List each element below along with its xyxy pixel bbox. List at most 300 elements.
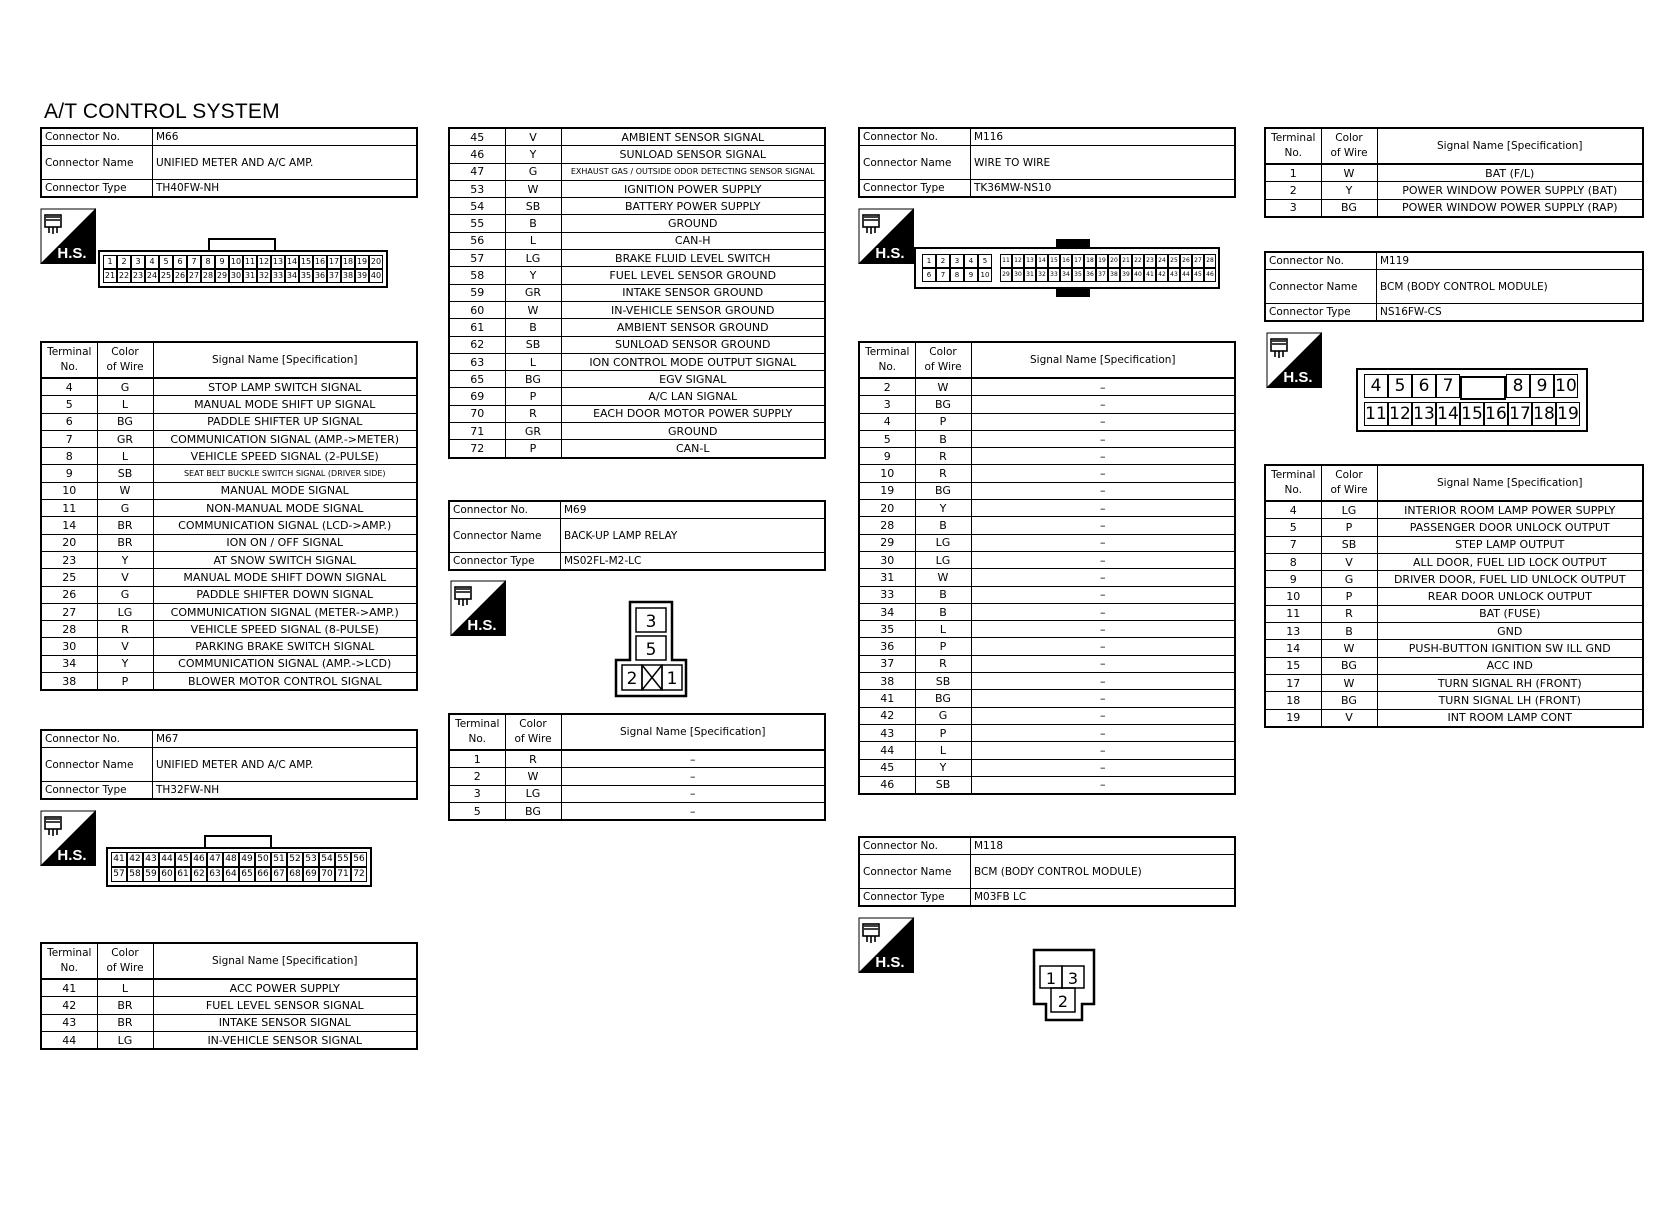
signal-name: – xyxy=(971,776,1235,794)
wire-color: SB xyxy=(915,673,971,690)
terminal-no: 1 xyxy=(449,750,505,768)
connector-type-label: Connector Type xyxy=(449,553,561,571)
terminal-no: 43 xyxy=(859,724,915,741)
signal-name: – xyxy=(971,430,1235,447)
wire-color: W xyxy=(97,482,153,499)
signal-name: BAT (FUSE) xyxy=(1377,605,1643,622)
table-row xyxy=(1265,164,1643,182)
table-row xyxy=(41,413,417,430)
page-title: A/T CONTROL SYSTEM xyxy=(44,100,280,123)
pin-cell: 13 xyxy=(271,255,285,269)
table-row xyxy=(449,423,825,440)
pin-cell: 64 xyxy=(223,867,239,882)
wire-color: G xyxy=(97,500,153,517)
connector-name-value: BCM (BODY CONTROL MODULE) xyxy=(1377,270,1644,304)
terminal-no: 57 xyxy=(449,250,505,267)
wire-color: W xyxy=(1321,674,1377,691)
terminal-no: 19 xyxy=(1265,709,1321,727)
table-row xyxy=(449,750,825,768)
terminal-no: 6 xyxy=(41,413,97,430)
pin-cell: 36 xyxy=(313,269,327,283)
color-of-wire-header: Color of Wire xyxy=(915,342,971,378)
signal-name: POWER WINDOW POWER SUPPLY (BAT) xyxy=(1377,182,1643,199)
signal-name: – xyxy=(561,768,825,785)
table-row xyxy=(41,1014,417,1031)
pin-cell: 36 xyxy=(1084,268,1096,282)
table-row xyxy=(449,284,825,301)
pin-cell: 28 xyxy=(1204,254,1216,268)
pin-cell: 18 xyxy=(1533,404,1555,424)
pin-label: 2 xyxy=(1057,992,1069,1011)
connector-type-value: MS02FL-M2-LC xyxy=(561,553,826,571)
wire-color: LG xyxy=(97,1031,153,1049)
signal-name: – xyxy=(971,482,1235,499)
pin-cell: 8 xyxy=(1506,374,1530,398)
harness-side-label: H.S. xyxy=(875,245,905,262)
pin-cell: 37 xyxy=(327,269,341,283)
connector-type-label: Connector Type xyxy=(859,180,971,198)
terminal-no: 30 xyxy=(41,638,97,655)
table-row xyxy=(449,353,825,370)
table-row xyxy=(859,724,1235,741)
table-row xyxy=(449,405,825,422)
terminal-no: 41 xyxy=(41,979,97,997)
table-row xyxy=(1265,605,1643,622)
signal-name: COMMUNICATION SIGNAL (METER->AMP.) xyxy=(153,603,417,620)
terminal-no: 56 xyxy=(449,232,505,249)
signal-name: COMMUNICATION SIGNAL (LCD->AMP.) xyxy=(153,517,417,534)
pin-cell: 30 xyxy=(1012,268,1024,282)
connector-no-value: M67 xyxy=(153,730,418,748)
wire-color: B xyxy=(915,430,971,447)
table-row xyxy=(1265,553,1643,570)
connector-no-label: Connector No. xyxy=(41,128,153,146)
connector-type-label: Connector Type xyxy=(1265,304,1377,322)
signal-name-header: Signal Name [Specification] xyxy=(1377,128,1643,164)
pin-cell: 19 xyxy=(1557,404,1579,424)
signal-name-header: Signal Name [Specification] xyxy=(1377,465,1643,501)
pin-cell: 39 xyxy=(355,269,369,283)
pin-label: 1 xyxy=(666,669,678,689)
signal-name: REAR DOOR UNLOCK OUTPUT xyxy=(1377,588,1643,605)
signal-name: ACC IND xyxy=(1377,657,1643,674)
color-of-wire-header: Color of Wire xyxy=(1321,128,1377,164)
terminal-no: 33 xyxy=(859,586,915,603)
harness-side-label: H.S. xyxy=(57,245,87,262)
pin-cell: 31 xyxy=(243,269,257,283)
table-row xyxy=(449,267,825,284)
pin-cell: 14 xyxy=(1036,254,1048,268)
pin-cell: 66 xyxy=(255,867,271,882)
connector-no-label: Connector No. xyxy=(41,730,153,748)
table-row xyxy=(859,707,1235,724)
pin-cell: 70 xyxy=(319,867,335,882)
table-row xyxy=(41,448,417,465)
pin-cell: 26 xyxy=(1180,254,1192,268)
terminal-table-m66 xyxy=(40,341,418,691)
connector-face-m116 xyxy=(914,247,1220,289)
wire-color: W xyxy=(1321,164,1377,182)
signal-name: A/C LAN SIGNAL xyxy=(561,388,825,405)
connector-info-m69 xyxy=(448,500,826,571)
pin-cell: 32 xyxy=(1036,268,1048,282)
table-row xyxy=(41,979,417,997)
pin-cell: 34 xyxy=(285,269,299,283)
table-row xyxy=(41,465,417,482)
table-row xyxy=(41,378,417,396)
signal-name: – xyxy=(561,785,825,802)
color-of-wire-header: Color of Wire xyxy=(97,342,153,378)
terminal-no: 17 xyxy=(1265,674,1321,691)
terminal-no: 3 xyxy=(1265,199,1321,217)
pin-cell: 5 xyxy=(159,255,173,269)
signal-name: POWER WINDOW POWER SUPPLY (RAP) xyxy=(1377,199,1643,217)
pin-cell: 60 xyxy=(159,867,175,882)
connector-name-value: BCM (BODY CONTROL MODULE) xyxy=(971,855,1236,889)
pin-cell: 6 xyxy=(922,268,936,282)
wire-color: P xyxy=(505,388,561,405)
connector-name-value: UNIFIED METER AND A/C AMP. xyxy=(153,146,418,180)
terminal-no: 42 xyxy=(41,997,97,1014)
connector-no-value: M69 xyxy=(561,501,826,519)
pin-cell: 2 xyxy=(117,255,131,269)
signal-name: EXHAUST GAS / OUTSIDE ODOR DETECTING SENSOR SIGNAL xyxy=(561,163,825,180)
terminal-no: 4 xyxy=(41,378,97,396)
wire-color: R xyxy=(97,621,153,638)
signal-name: EACH DOOR MOTOR POWER SUPPLY xyxy=(561,405,825,422)
terminal-no: 46 xyxy=(859,776,915,794)
wire-color: LG xyxy=(505,785,561,802)
pin-cell: 21 xyxy=(1120,254,1132,268)
pin-cell: 4 xyxy=(1364,374,1388,398)
signal-name: FUEL LEVEL SENSOR SIGNAL xyxy=(153,997,417,1014)
pin-cell: 43 xyxy=(1168,268,1180,282)
signal-name: BATTERY POWER SUPPLY xyxy=(561,198,825,215)
connector-name-label: Connector Name xyxy=(41,146,153,180)
pin-cell: 9 xyxy=(964,268,978,282)
signal-name: – xyxy=(971,638,1235,655)
wire-color: B xyxy=(505,319,561,336)
signal-name: ALL DOOR, FUEL LID LOCK OUTPUT xyxy=(1377,553,1643,570)
signal-name: – xyxy=(971,586,1235,603)
signal-name-header: Signal Name [Specification] xyxy=(153,943,417,979)
harness-side-icon xyxy=(450,580,506,636)
connector-name-value: BACK-UP LAMP RELAY xyxy=(561,519,826,553)
table-row xyxy=(41,997,417,1014)
terminal-no: 9 xyxy=(1265,571,1321,588)
signal-name: – xyxy=(971,551,1235,568)
connector-info-m67 xyxy=(40,729,418,800)
pin-cell: 62 xyxy=(191,867,207,882)
terminal-no: 34 xyxy=(859,603,915,620)
pin-cell: 18 xyxy=(341,255,355,269)
pin-cell: 17 xyxy=(327,255,341,269)
wire-color: SB xyxy=(1321,536,1377,553)
terminal-no: 2 xyxy=(1265,182,1321,199)
pin-cell: 55 xyxy=(335,852,351,867)
table-row xyxy=(1265,692,1643,709)
pin-cell: 63 xyxy=(207,867,223,882)
wire-color: GR xyxy=(505,423,561,440)
table-row xyxy=(449,180,825,197)
connector-type-label: Connector Type xyxy=(41,782,153,800)
signal-name: VEHICLE SPEED SIGNAL (8-PULSE) xyxy=(153,621,417,638)
harness-side-label: H.S. xyxy=(1283,369,1313,386)
pin-cell: 18 xyxy=(1084,254,1096,268)
wire-color: W xyxy=(505,180,561,197)
pin-cell: 29 xyxy=(1000,268,1012,282)
pin-cell: 58 xyxy=(127,867,143,882)
signal-name: GND xyxy=(1377,623,1643,640)
wire-color: L xyxy=(97,396,153,413)
wire-color: BR xyxy=(97,997,153,1014)
terminal-no: 2 xyxy=(859,378,915,396)
terminal-no-header: Terminal No. xyxy=(41,943,97,979)
wire-color: BG xyxy=(915,396,971,413)
table-row xyxy=(449,440,825,458)
wire-color: B xyxy=(915,586,971,603)
pin-cell: 19 xyxy=(355,255,369,269)
table-row xyxy=(41,482,417,499)
pin-cell: 45 xyxy=(1192,268,1204,282)
pin-label: 1 xyxy=(1045,969,1057,988)
connector-type-label: Connector Type xyxy=(41,180,153,198)
table-row xyxy=(449,163,825,180)
table-row xyxy=(859,759,1235,776)
signal-name: PADDLE SHIFTER UP SIGNAL xyxy=(153,413,417,430)
table-row xyxy=(449,250,825,267)
pin-cell: 61 xyxy=(175,867,191,882)
connector-type-value: TH40FW-NH xyxy=(153,180,418,198)
pin-cell: 39 xyxy=(1120,268,1132,282)
terminal-table-m116 xyxy=(858,341,1236,795)
wire-color: R xyxy=(915,655,971,672)
signal-name: – xyxy=(971,724,1235,741)
wire-color: V xyxy=(97,569,153,586)
table-row xyxy=(859,430,1235,447)
table-row xyxy=(41,1031,417,1049)
terminal-no: 23 xyxy=(41,551,97,568)
signal-name: AMBIENT SENSOR SIGNAL xyxy=(561,128,825,146)
pin-cell: 4 xyxy=(964,254,978,268)
terminal-no: 5 xyxy=(1265,519,1321,536)
wire-color: BG xyxy=(505,371,561,388)
signal-name: NON-MANUAL MODE SIGNAL xyxy=(153,500,417,517)
pin-label: 2 xyxy=(626,669,638,689)
signal-name-header: Signal Name [Specification] xyxy=(971,342,1235,378)
signal-name: SUNLOAD SENSOR GROUND xyxy=(561,336,825,353)
pin-cell: 7 xyxy=(187,255,201,269)
pin-cell: 38 xyxy=(341,269,355,283)
table-row xyxy=(41,551,417,568)
pin-cell: 57 xyxy=(111,867,127,882)
signal-name: AT SNOW SWITCH SIGNAL xyxy=(153,551,417,568)
pin-cell: 15 xyxy=(299,255,313,269)
wire-color: L xyxy=(505,232,561,249)
wire-color: SB xyxy=(505,198,561,215)
table-row xyxy=(449,371,825,388)
terminal-no: 46 xyxy=(449,146,505,163)
pin-cell: 25 xyxy=(159,269,173,283)
terminal-no-header: Terminal No. xyxy=(859,342,915,378)
signal-name: – xyxy=(971,413,1235,430)
connector-no-label: Connector No. xyxy=(859,837,971,855)
signal-name: – xyxy=(971,396,1235,413)
wire-color: W xyxy=(1321,640,1377,657)
wire-color: P xyxy=(1321,519,1377,536)
wire-color: GR xyxy=(505,284,561,301)
terminal-no: 34 xyxy=(41,655,97,672)
table-row xyxy=(449,215,825,232)
pin-cell: 14 xyxy=(1437,404,1459,424)
pin-cell: 42 xyxy=(1156,268,1168,282)
pin-cell: 3 xyxy=(131,255,145,269)
pin-cell: 26 xyxy=(173,269,187,283)
terminal-no: 14 xyxy=(1265,640,1321,657)
signal-name: IN-VEHICLE SENSOR GROUND xyxy=(561,301,825,318)
table-row xyxy=(41,500,417,517)
table-row xyxy=(1265,674,1643,691)
harness-side-label: H.S. xyxy=(57,847,87,864)
table-row xyxy=(1265,519,1643,536)
table-row xyxy=(859,655,1235,672)
wire-color: L xyxy=(97,448,153,465)
table-row xyxy=(449,146,825,163)
wire-color: P xyxy=(97,673,153,691)
connector-name-label: Connector Name xyxy=(449,519,561,553)
pin-cell: 59 xyxy=(143,867,159,882)
pin-cell: 4 xyxy=(145,255,159,269)
table-row xyxy=(1265,501,1643,519)
terminal-no: 5 xyxy=(41,396,97,413)
pin-cell: 9 xyxy=(1530,374,1554,398)
pin-cell: 44 xyxy=(1180,268,1192,282)
wire-color: BG xyxy=(1321,692,1377,709)
table-row xyxy=(1265,182,1643,199)
signal-name: IGNITION POWER SUPPLY xyxy=(561,180,825,197)
table-row xyxy=(449,319,825,336)
signal-name: CAN-H xyxy=(561,232,825,249)
signal-name: COMMUNICATION SIGNAL (AMP.->METER) xyxy=(153,430,417,447)
terminal-no: 62 xyxy=(449,336,505,353)
terminal-no: 3 xyxy=(449,785,505,802)
wire-color: LG xyxy=(1321,501,1377,519)
signal-name: AMBIENT SENSOR GROUND xyxy=(561,319,825,336)
signal-name: – xyxy=(971,448,1235,465)
terminal-no: 18 xyxy=(1265,692,1321,709)
pin-cell: 69 xyxy=(303,867,319,882)
signal-name: – xyxy=(971,707,1235,724)
pin-cell: 49 xyxy=(239,852,255,867)
terminal-no: 10 xyxy=(41,482,97,499)
wire-color: G xyxy=(505,163,561,180)
wire-color: BG xyxy=(505,802,561,820)
signal-name: CAN-L xyxy=(561,440,825,458)
pin-cell: 11 xyxy=(1365,404,1387,424)
table-row xyxy=(1265,709,1643,727)
connector-name-label: Connector Name xyxy=(859,855,971,889)
wire-color: R xyxy=(1321,605,1377,622)
signal-name: SUNLOAD SENSOR SIGNAL xyxy=(561,146,825,163)
harness-side-icon xyxy=(858,208,914,264)
signal-name: IN-VEHICLE SENSOR SIGNAL xyxy=(153,1031,417,1049)
pin-cell: 22 xyxy=(1132,254,1144,268)
signal-name: BLOWER MOTOR CONTROL SIGNAL xyxy=(153,673,417,691)
signal-name: INTERIOR ROOM LAMP POWER SUPPLY xyxy=(1377,501,1643,519)
pin-cell: 1 xyxy=(103,255,117,269)
terminal-no: 7 xyxy=(41,430,97,447)
table-row xyxy=(41,673,417,691)
pin-cell: 54 xyxy=(319,852,335,867)
wire-color: G xyxy=(97,378,153,396)
table-row xyxy=(449,198,825,215)
terminal-table-m67 xyxy=(40,942,418,1050)
pin-cell: 16 xyxy=(1060,254,1072,268)
signal-name: ION CONTROL MODE OUTPUT SIGNAL xyxy=(561,353,825,370)
pin-cell: 11 xyxy=(1000,254,1012,268)
pin-cell: 8 xyxy=(201,255,215,269)
pin-label: 3 xyxy=(1067,969,1079,988)
pin-cell: 15 xyxy=(1048,254,1060,268)
signal-name: – xyxy=(971,742,1235,759)
pin-cell: 24 xyxy=(1156,254,1168,268)
pin-cell: 7 xyxy=(936,268,950,282)
terminal-no: 29 xyxy=(859,534,915,551)
wire-color: Y xyxy=(505,146,561,163)
pin-cell: 5 xyxy=(978,254,992,268)
table-row xyxy=(449,802,825,820)
connector-face-m69 xyxy=(614,600,704,700)
connector-face-m118 xyxy=(1032,948,1098,1024)
signal-name: – xyxy=(971,673,1235,690)
pin-cell: 11 xyxy=(243,255,257,269)
signal-name: INTAKE SENSOR SIGNAL xyxy=(153,1014,417,1031)
signal-name: GROUND xyxy=(561,215,825,232)
pin-cell: 51 xyxy=(271,852,287,867)
signal-name: TURN SIGNAL LH (FRONT) xyxy=(1377,692,1643,709)
table-row xyxy=(859,378,1235,396)
pin-cell: 1 xyxy=(922,254,936,268)
table-row xyxy=(41,396,417,413)
pin-cell: 7 xyxy=(1436,374,1460,398)
pin-cell: 17 xyxy=(1509,404,1531,424)
table-row xyxy=(859,482,1235,499)
table-row xyxy=(449,128,825,146)
signal-name: ION ON / OFF SIGNAL xyxy=(153,534,417,551)
terminal-no: 44 xyxy=(859,742,915,759)
terminal-table-m67-continued xyxy=(448,127,826,459)
wire-color: B xyxy=(1321,623,1377,640)
table-row xyxy=(41,534,417,551)
signal-name: EGV SIGNAL xyxy=(561,371,825,388)
table-row xyxy=(41,621,417,638)
terminal-no: 25 xyxy=(41,569,97,586)
signal-name: PARKING BRAKE SWITCH SIGNAL xyxy=(153,638,417,655)
wire-color: P xyxy=(915,638,971,655)
wire-color: R xyxy=(915,465,971,482)
connector-no-label: Connector No. xyxy=(859,128,971,146)
table-row xyxy=(449,301,825,318)
signal-name: – xyxy=(971,621,1235,638)
signal-name: PUSH-BUTTON IGNITION SW ILL GND xyxy=(1377,640,1643,657)
signal-name: MANUAL MODE SHIFT UP SIGNAL xyxy=(153,396,417,413)
harness-side-label: H.S. xyxy=(467,617,497,634)
pin-cell: 12 xyxy=(1389,404,1411,424)
connector-type-label: Connector Type xyxy=(859,889,971,907)
terminal-no: 72 xyxy=(449,440,505,458)
pin-cell: 10 xyxy=(978,268,992,282)
table-row xyxy=(1265,588,1643,605)
